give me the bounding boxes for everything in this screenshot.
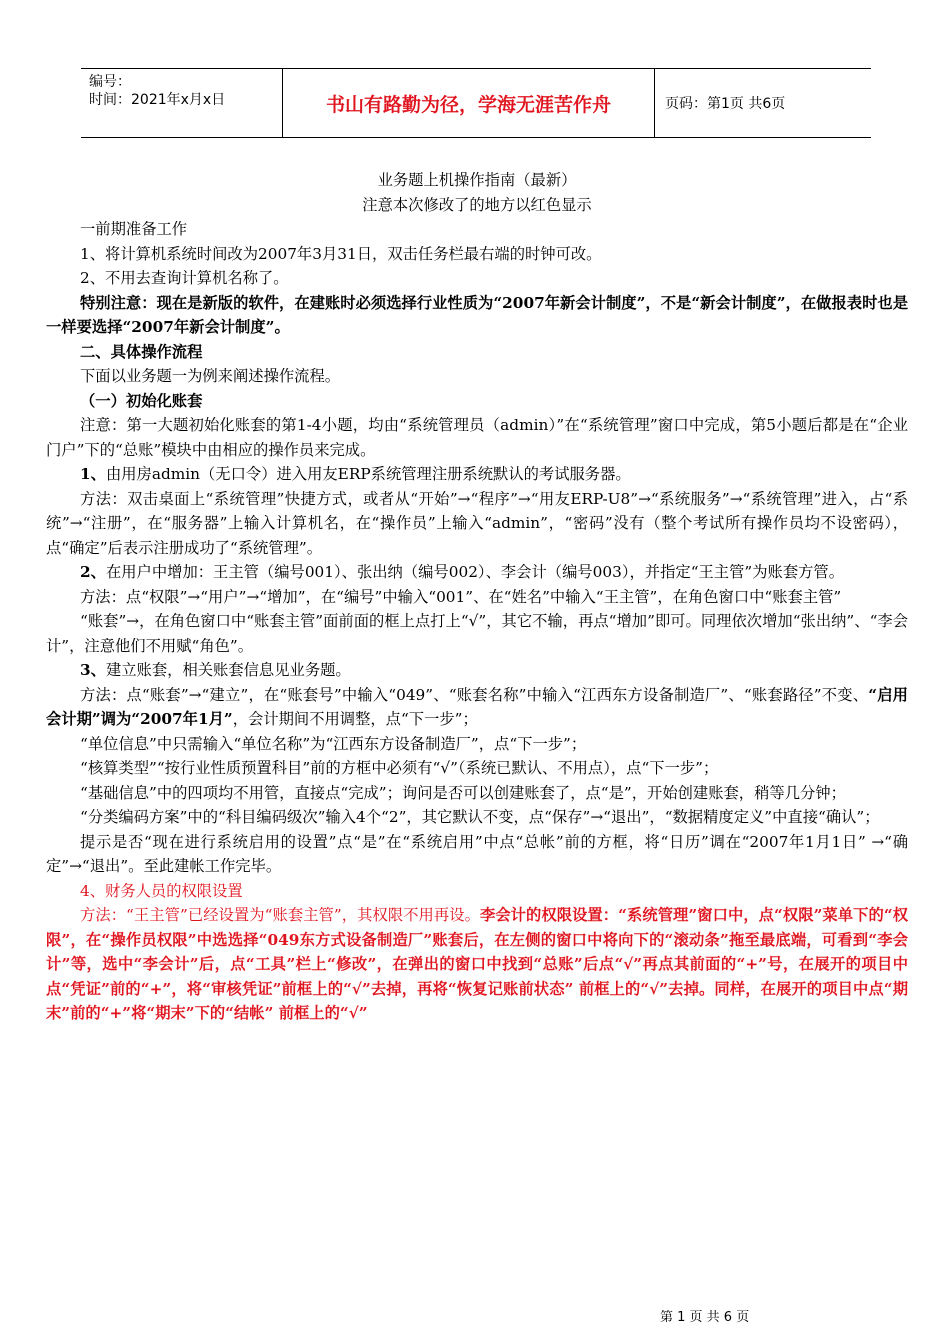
step-number: 2、: [80, 563, 106, 581]
step-text: 建立账套，相关账套信息见业务题。: [105, 661, 351, 679]
step-4-heading: 4、财务人员的权限设置: [80, 881, 243, 900]
step-3: [46, 658, 908, 683]
text-run: 方法：“王主管”已经设置为“账套主管”，其权限不用再设。: [80, 906, 480, 924]
doc-time: 时间：2021年x月x日: [89, 92, 226, 108]
paragraph: 下面以业务题一为例来阐述操作流程。: [80, 367, 341, 385]
subsection-heading: [46, 389, 908, 414]
special-note: [46, 291, 908, 340]
step-number: 3、: [80, 661, 106, 679]
doc-title: 业务题上机操作指南（最新）: [377, 171, 577, 189]
paragraph-red: [46, 903, 908, 1026]
header-meta: [81, 69, 283, 137]
doc-subtitle: 注意本次修改了的地方以红色显示: [362, 195, 592, 214]
paragraph: “核算类型”“按行业性质预置科目”前的方框中必须有“√”（系统已默认、不用点），点“下一步”；: [80, 759, 719, 777]
text-run: ，会计期间不用调整，点“下一步”；: [232, 710, 478, 728]
step-1: [46, 462, 908, 487]
paragraph: [46, 683, 908, 732]
section-heading-prep: 一前期准备工作: [80, 220, 188, 238]
doc-number-label: 编号：: [89, 74, 131, 90]
text-run: 方法：点“账套”→“建立”，在“账套号”中输入“049”、“账套名称”中输入“江西东方设备制造厂”、“账套路径”不变、: [80, 685, 869, 704]
paragraph: 1、将计算机系统时间改为2007年3月31日，双击任务栏最右端的时钟可改。: [80, 244, 602, 263]
header-page-info: 页码：第1页 共6页: [665, 96, 786, 112]
step-number: 1、: [80, 465, 106, 483]
paragraph: 注意：第一大题初始化账套的第1-4小题，均由“系统管理员（admin）”在“系统管理”窗口中完成，第5小题后都是在“企业门户”下的“总账”模块中由相应的操作员来完成。: [46, 416, 908, 459]
section-heading-process: [46, 340, 908, 365]
paragraph: “分类编码方案”中的“科目编码级次”输入4个“2”，其它默认不变，点“保存”→“退出”，“数据精度定义”中直接“确认”；: [80, 808, 880, 826]
paragraph: 方法：双击桌面上“系统管理”快捷方式，或者从“开始”→“程序”→“用友ERP-U8”→“系统服务”→“系统管理”进入，占“系统”→“注册”，在“服务器”上输入计算机名，在“操作员”上输入“admin”，“密码”没有（整个考试所有操作员均不设密码），点“确定”后表示注册成功了“系统管理”。: [46, 489, 908, 557]
header-motto: 书山有路勤为径，学海无涯苦作舟: [283, 69, 655, 137]
paragraph: 方法：点“权限”→“用户”→“增加”，在“编号”中输入“001”、在“姓名”中输入“王主管”，在角色窗口中“账套主管”: [80, 587, 842, 606]
paragraph: “基础信息”中的四项均不用管，直接点“完成”；询问是否可以创建账套了，点“是”，开始创建账套，稍等几分钟；: [80, 783, 846, 802]
page-header: [81, 68, 871, 138]
paragraph: “单位信息”中只需输入“单位名称”为“江西东方设备制造厂”，点“下一步”；: [80, 734, 587, 753]
step-text: 由用房admin（无口令）进入用友ERP系统管理注册系统默认的考试服务器。: [105, 465, 631, 483]
footer-page-number: 第 1 页 共 6 页: [660, 1310, 750, 1325]
bold-run: “启用会计期”调为“2007年1月”: [46, 685, 908, 728]
paragraph: “账套”→，在角色窗口中“账套主管”面前面的框上点打上“√”，其它不输，再点“增加”即可。同理依次增加“张出纳”、“李会计”，注意他们不用赋“角色”。: [46, 612, 908, 655]
subsection-heading-text: （一）初始化账套: [80, 391, 203, 410]
step-text: 在用户中增加：王主管（编号001）、张出纳（编号002）、李会计（编号003），并指定“王主管”为账套方管。: [105, 563, 845, 581]
section-heading-text: 二、具体操作流程: [80, 342, 203, 361]
paragraph: 提示是否“现在进行系统启用的设置”点“是”在“系统启用”中点“总帐”前的方框，将“日历”调在“2007年1月1日” →“确定”→“退出”。至此建帐工作完毕。: [46, 832, 908, 875]
special-note-text: 特别注意：现在是新版的软件，在建账时必须选择行业性质为“2007年新会计制度”，不是“新会计制度”，在做报表时也是一样要选择“2007年新会计制度”。: [46, 293, 908, 336]
step-2: [46, 560, 908, 585]
document-body: [46, 168, 908, 1026]
bold-run: 李会计的权限设置：“系统管理”窗口中，点“权限”菜单下的“权限”，在“操作员权限”中选选择“049东方式设备制造厂”账套后，在左侧的窗口中将向下的“滚动条”拖至最底端，可看到“李会计”等，选中“李会计”后，点“工具”栏上“修改”，在弹出的窗口中找到“总账”后点“√”再点其前面的“+”号，在展开的项目中点“凭证”前的“+”，将“审核凭证”前框上的“√”去掉，再将“恢复记账前状态” 前框上的“√”去掉。同样，在展开的项目中点“期末”前的“+”将“期末”下的“结帐” 前框上的“√”: [46, 906, 908, 1022]
paragraph: 2、不用去查询计算机名称了。: [80, 269, 289, 287]
